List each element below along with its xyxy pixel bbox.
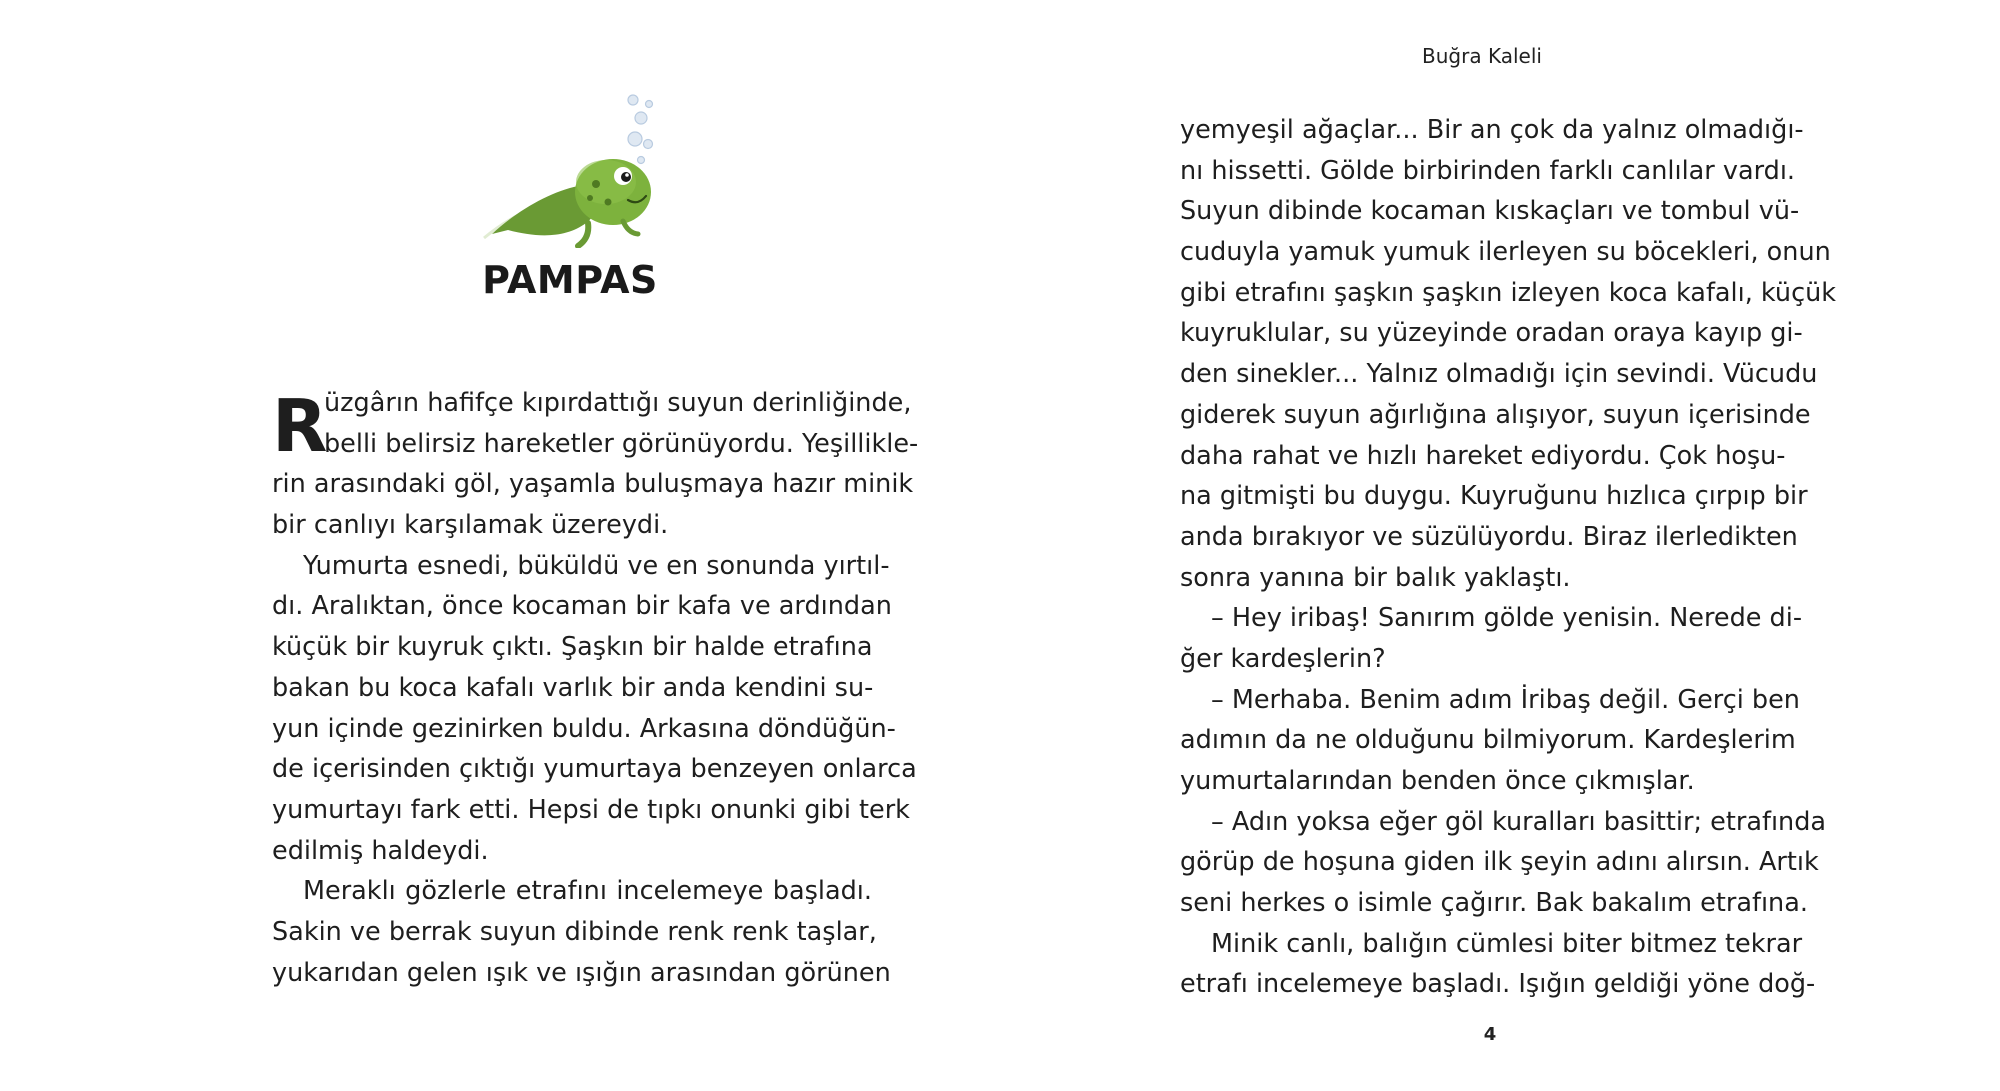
text-line: Minik canlı, balığın cümlesi biter bitmez tekrar <box>1211 928 1803 959</box>
right-body-text <box>1180 110 1837 1005</box>
text-line: kuyruklular, su yüzeyinde oradan oraya kayıp gi- <box>1180 318 1803 349</box>
left-body-text <box>272 383 919 993</box>
bubble <box>635 112 647 124</box>
text-line: anda bırakıyor ve süzülüyordu. Biraz ilerledikten <box>1180 521 1798 552</box>
text-line: rin arasındaki göl, yaşamla buluşmaya hazır minik <box>272 469 914 500</box>
bubble <box>628 132 642 146</box>
text-line: bakan bu koca kafalı varlık bir anda kendini su- <box>272 672 874 703</box>
chapter-title: PAMPAS <box>482 258 658 302</box>
text-line: Yumurta esnedi, büküldü ve en sonunda yırtıl- <box>303 550 890 581</box>
text-line: yukarıdan gelen ışık ve ışığın arasından görünen <box>272 957 891 988</box>
tadpole-illustration <box>478 88 678 248</box>
text-line: yumurtalarından benden önce çıkmışlar. <box>1180 766 1695 796</box>
text-line: dı. Aralıktan, önce kocaman bir kafa ve ardından <box>272 591 892 622</box>
text-line: yemyeşil ağaçlar... Bir an çok da yalnız olmadığı- <box>1180 115 1804 145</box>
text-line: – Merhaba. Benim adım İribaş değil. Gerçi ben <box>1211 684 1800 715</box>
text-line: küçük bir kuyruk çıktı. Şaşkın bir halde etrafına <box>272 632 873 663</box>
text-line: cuduyla yamuk yumuk ilerleyen su böcekleri, onun <box>1180 237 1831 268</box>
text-line: den sinekler... Yalnız olmadığı için sevindi. Vücudu <box>1180 359 1818 390</box>
text-line: seni herkes o isimle çağırır. Bak bakalım etrafına. <box>1180 888 1808 919</box>
text-line: Suyun dibinde kocaman kıskaçları ve tombul vü- <box>1180 196 1800 227</box>
text-line: nı hissetti. Gölde birbirinden farklı canlılar vardı. <box>1180 155 1796 186</box>
text-line: adımın da ne olduğunu bilmiyorum. Kardeşlerim <box>1180 725 1796 756</box>
text-line: de içerisinden çıktığı yumurtaya benzeyen onlarca <box>272 754 917 785</box>
text-line: gibi etrafını şaşkın şaşkın izleyen koca kafalı, küçük <box>1180 277 1837 308</box>
text-line: görüp de hoşuna giden ilk şeyin adını alırsın. Artık <box>1180 847 1819 878</box>
bubble <box>644 140 653 149</box>
text-line: giderek suyun ağırlığına alışıyor, suyun içerisinde <box>1180 399 1811 430</box>
bubble <box>628 95 638 105</box>
text-line: ğer kardeşlerin? <box>1180 643 1386 674</box>
text-line: Meraklı gözlerle etrafını incelemeye başladı. <box>303 876 872 907</box>
text-line: bir canlıyı karşılamak üzereydi. <box>272 510 669 541</box>
bubble <box>646 101 653 108</box>
bubble <box>638 157 645 164</box>
text-line: na gitmişti bu duygu. Kuyruğunu hızlıca çırpıp bir <box>1180 481 1808 512</box>
page-number: 4 <box>1483 1024 1497 1045</box>
text-line: – Adın yoksa eğer göl kuralları basittir; etrafında <box>1211 806 1827 837</box>
text-line: – Hey iribaş! Sanırım gölde yenisin. Nerede di- <box>1211 603 1803 634</box>
text-line: yumurtayı fark etti. Hepsi de tıpkı onunki gibi terk <box>272 794 910 825</box>
text-line: sonra yanına bir balık yaklaştı. <box>1180 562 1571 593</box>
text-line: etrafı incelemeye başladı. Işığın geldiği yöne doğ- <box>1180 969 1816 1000</box>
author-header: Buğra Kaleli <box>1422 44 1542 68</box>
leg <box>623 221 638 234</box>
text-line: belli belirsiz hareketler görünüyordu. Yeşillikle- <box>324 428 919 459</box>
text-line: edilmiş haldeydi. <box>272 835 489 866</box>
text-line: Sakin ve berrak suyun dibinde renk renk taşlar, <box>272 916 877 947</box>
text-line: yun içinde gezinirken buldu. Arkasına döndüğün- <box>272 713 896 744</box>
text-line: daha rahat ve hızlı hareket ediyordu. Çok hoşu- <box>1180 440 1786 471</box>
text-line: üzgârın hafifçe kıpırdattığı suyun derinliğinde, <box>324 388 912 418</box>
drop-cap: R <box>272 384 328 468</box>
